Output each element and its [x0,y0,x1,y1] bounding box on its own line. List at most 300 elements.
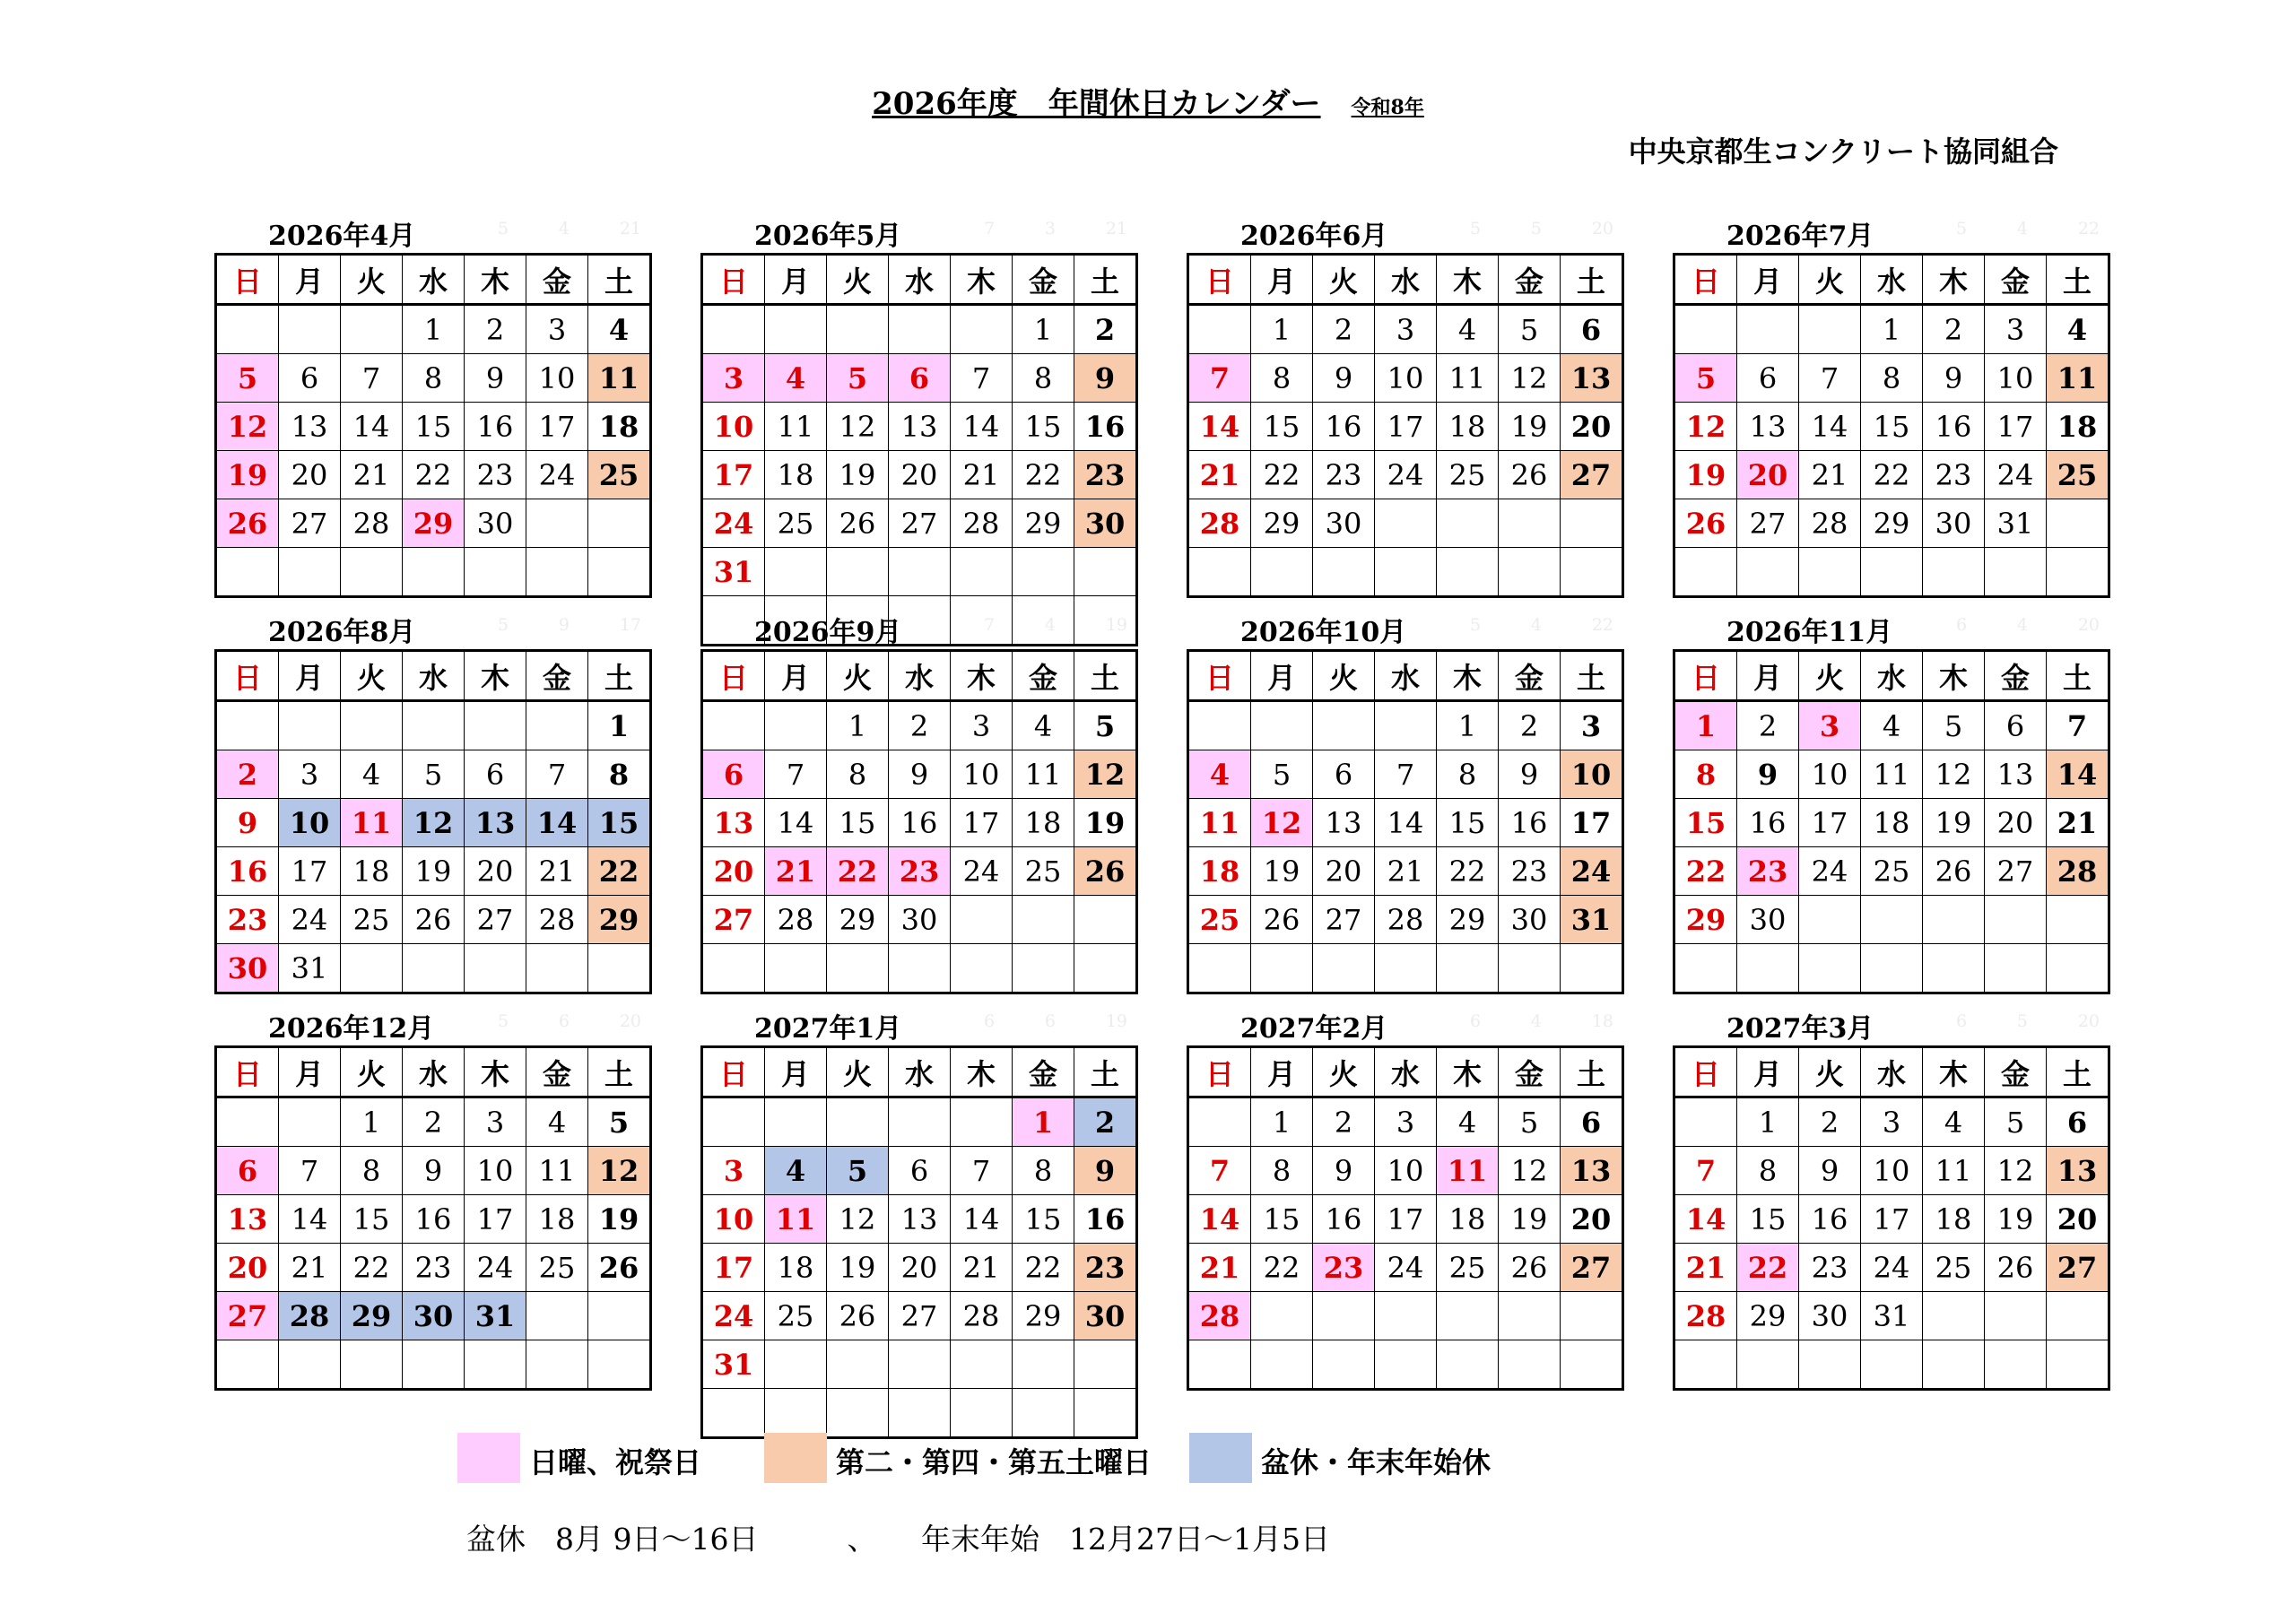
month-stat-value: 6 [1470,1011,1482,1031]
month-title: 2026年4月 [268,221,416,252]
day-cell [279,1340,341,1390]
day-cell [1499,548,1561,597]
legend-swatch-orange [764,1433,827,1483]
day-cell: 24 [526,451,588,499]
day-cell: 22 [1674,847,1737,896]
week-row [216,1147,651,1195]
weekday-cell: 金 [526,651,588,701]
day-cell: 6 [1561,305,1623,354]
week-row [1188,548,1623,597]
day-cell: 17 [1985,403,2047,451]
week-row [1188,403,1623,451]
day-cell: 17 [1375,1195,1437,1244]
day-cell: 17 [526,403,588,451]
weekday-cell: 土 [2047,255,2109,305]
month-stat-value: 4 [1044,615,1056,635]
month-title: 2027年3月 [1726,1013,1874,1045]
day-cell [765,1389,827,1438]
day-cell [1313,1292,1375,1340]
day-cell: 11 [1923,1147,1985,1195]
day-cell: 23 [1313,451,1375,499]
week-row [1674,944,2109,993]
day-cell: 19 [1499,403,1561,451]
week-row [1188,1292,1623,1340]
day-cell: 1 [341,1097,403,1147]
month-stat-value: 9 [558,615,570,635]
day-cell: 25 [1013,847,1074,896]
day-cell [341,944,403,993]
month-stats [498,615,641,635]
weekday-cell: 火 [1313,255,1375,305]
day-cell: 16 [1313,403,1375,451]
day-cell: 20 [1561,1195,1623,1244]
day-cell [1074,896,1137,944]
day-cell [1561,944,1623,993]
weekday-cell: 木 [465,1047,526,1097]
week-row [1188,1147,1623,1195]
legend [0,1433,2296,1487]
day-cell: 9 [1074,1147,1137,1195]
day-cell: 5 [1074,701,1137,750]
day-cell: 3 [702,354,765,403]
day-cell: 2 [889,701,951,750]
weekday-cell: 土 [2047,1047,2109,1097]
day-cell: 14 [526,799,588,847]
weekday-cell: 木 [1923,651,1985,701]
day-cell: 21 [1188,451,1251,499]
day-cell: 11 [765,1195,827,1244]
day-cell: 19 [216,451,279,499]
day-cell: 27 [279,499,341,548]
day-cell [465,548,526,597]
day-cell [1799,1340,1861,1390]
week-row [702,1389,1137,1438]
month-stat-value: 20 [2077,615,2100,635]
day-cell [1437,499,1499,548]
day-cell [1674,944,1737,993]
day-cell: 29 [1737,1292,1799,1340]
day-cell: 10 [1375,1147,1437,1195]
day-cell: 23 [216,896,279,944]
day-cell [341,548,403,597]
month-stat-value: 20 [619,1011,641,1031]
day-cell: 15 [1437,799,1499,847]
day-cell [827,548,889,596]
day-cell [1074,548,1137,596]
day-cell: 18 [1923,1195,1985,1244]
weekday-cell: 月 [765,651,827,701]
day-cell: 21 [526,847,588,896]
month-stat-value: 19 [1105,615,1127,635]
day-cell [588,1340,651,1390]
day-cell [1861,896,1923,944]
day-cell: 20 [1561,403,1623,451]
day-cell: 27 [2047,1244,2109,1292]
weekday-cell: 火 [341,255,403,305]
day-cell [1923,896,1985,944]
weekday-cell: 木 [951,651,1013,701]
day-cell: 13 [216,1195,279,1244]
day-cell [765,305,827,354]
day-cell: 12 [1499,354,1561,403]
day-cell: 28 [1188,1292,1251,1340]
day-cell [1923,1292,1985,1340]
month-title: 2026年11月 [1726,617,1893,648]
day-cell [341,701,403,750]
day-cell [827,1389,889,1438]
weekday-cell: 金 [1499,1047,1561,1097]
day-cell: 1 [1251,1097,1313,1147]
weekday-cell: 水 [403,1047,465,1097]
day-cell [2047,548,2109,597]
day-cell: 8 [1251,1147,1313,1195]
day-cell: 18 [765,1244,827,1292]
day-cell [1674,305,1737,354]
day-cell [1074,1340,1137,1389]
day-cell: 8 [1674,750,1737,799]
day-cell: 5 [1923,701,1985,750]
day-cell: 9 [889,750,951,799]
day-cell: 23 [1074,1244,1137,1292]
day-cell: 22 [1251,1244,1313,1292]
month-header [1673,608,2100,648]
day-cell: 9 [1313,1147,1375,1195]
day-cell [1499,499,1561,548]
week-row [1674,354,2109,403]
month-stat-value: 4 [558,219,570,239]
day-cell [1499,1292,1561,1340]
day-cell: 15 [827,799,889,847]
day-cell: 7 [951,1147,1013,1195]
day-cell: 28 [1375,896,1437,944]
day-cell [526,1340,588,1390]
day-cell: 20 [1985,799,2047,847]
day-cell: 29 [1674,896,1737,944]
day-cell [1251,701,1313,750]
month-stats [1956,615,2100,635]
day-cell: 29 [341,1292,403,1340]
month-header [214,1004,641,1045]
day-cell: 14 [2047,750,2109,799]
month-table [214,253,652,598]
day-cell: 8 [827,750,889,799]
month-stat-value: 3 [1044,219,1056,239]
week-row [702,944,1137,993]
month-stat-value: 5 [498,219,509,239]
day-cell: 7 [279,1147,341,1195]
weekday-cell: 火 [1799,651,1861,701]
day-cell: 3 [1375,305,1437,354]
day-cell [279,305,341,354]
day-cell: 6 [1561,1097,1623,1147]
day-cell: 28 [279,1292,341,1340]
day-cell: 28 [1799,499,1861,548]
day-cell [951,305,1013,354]
month-stat-value: 6 [1044,1011,1056,1031]
day-cell: 27 [702,896,765,944]
day-cell: 4 [765,354,827,403]
day-cell: 26 [827,1292,889,1340]
day-cell: 22 [588,847,651,896]
day-cell: 16 [1499,799,1561,847]
day-cell: 23 [1799,1244,1861,1292]
weekday-cell: 水 [403,651,465,701]
day-cell: 4 [526,1097,588,1147]
weekday-cell: 火 [1313,1047,1375,1097]
month-title: 2026年12月 [268,1013,435,1045]
day-cell: 22 [341,1244,403,1292]
day-cell [216,701,279,750]
day-cell [403,944,465,993]
week-row [216,451,651,499]
week-row [1674,701,2109,750]
weekday-header-row [702,255,1137,305]
day-cell [889,944,951,993]
day-cell [1375,944,1437,993]
weekday-cell: 火 [341,651,403,701]
day-cell: 2 [1499,701,1561,750]
weekday-cell: 水 [889,1047,951,1097]
day-cell: 16 [1737,799,1799,847]
day-cell [1188,1097,1251,1147]
weekday-cell: 水 [403,255,465,305]
weekday-header-row [216,255,651,305]
day-cell: 18 [588,403,651,451]
day-cell: 29 [1861,499,1923,548]
day-cell [1737,944,1799,993]
day-cell [889,1340,951,1389]
day-cell [1923,944,1985,993]
day-cell: 7 [1799,354,1861,403]
day-cell [1313,1340,1375,1390]
week-row [702,1292,1137,1340]
week-row [702,701,1137,750]
week-row [1674,1195,2109,1244]
weekday-cell: 水 [1375,1047,1437,1097]
day-cell: 24 [951,847,1013,896]
weekday-header-row [1188,255,1623,305]
day-cell: 11 [1861,750,1923,799]
day-cell: 8 [1861,354,1923,403]
weekday-cell: 木 [1437,1047,1499,1097]
weekday-header-row [216,651,651,701]
day-cell [1188,944,1251,993]
day-cell: 25 [1437,1244,1499,1292]
day-cell: 30 [889,896,951,944]
day-cell: 8 [1437,750,1499,799]
month-header [700,608,1127,648]
day-cell: 26 [1074,847,1137,896]
weekday-header-row [216,1047,651,1097]
day-cell: 30 [1313,499,1375,548]
day-cell: 6 [216,1147,279,1195]
day-cell: 28 [1188,499,1251,548]
day-cell: 15 [1251,1195,1313,1244]
day-cell [526,944,588,993]
day-cell: 12 [827,1195,889,1244]
day-cell: 24 [702,499,765,548]
day-cell: 5 [827,354,889,403]
weekday-cell: 月 [765,255,827,305]
day-cell: 29 [1013,499,1074,548]
weekday-cell: 土 [588,1047,651,1097]
day-cell: 8 [341,1147,403,1195]
day-cell: 1 [588,701,651,750]
month-stat-value: 22 [1591,615,1613,635]
weekday-cell: 日 [216,1047,279,1097]
day-cell [1923,548,1985,597]
day-cell: 1 [1013,1097,1074,1147]
month-stats [1470,219,1613,239]
weekday-cell: 月 [1737,255,1799,305]
day-cell: 10 [279,799,341,847]
weekday-cell: 日 [1674,651,1737,701]
month-table [1673,649,2110,994]
day-cell [702,1097,765,1147]
day-cell [1251,548,1313,597]
day-cell: 4 [1013,701,1074,750]
month-header [1187,1004,1613,1045]
day-cell: 19 [1923,799,1985,847]
day-cell: 16 [1923,403,1985,451]
week-row [702,847,1137,896]
day-cell: 26 [1674,499,1737,548]
day-cell: 27 [1313,896,1375,944]
day-cell: 22 [1737,1244,1799,1292]
day-cell: 29 [1251,499,1313,548]
weekday-cell: 月 [1737,651,1799,701]
day-cell [702,1389,765,1438]
day-cell: 2 [1923,305,1985,354]
day-cell: 20 [216,1244,279,1292]
month-table [214,649,652,994]
month-header [1673,1004,2100,1045]
month-stat-value: 5 [498,1011,509,1031]
day-cell: 14 [1674,1195,1737,1244]
day-cell: 18 [1437,403,1499,451]
day-cell: 29 [588,896,651,944]
weekday-cell: 日 [1188,651,1251,701]
weekday-cell: 金 [1013,651,1074,701]
weekday-cell: 金 [1985,255,2047,305]
day-cell: 8 [1013,354,1074,403]
day-cell: 19 [1074,799,1137,847]
day-cell: 14 [1188,403,1251,451]
day-cell: 13 [1737,403,1799,451]
day-cell: 9 [1499,750,1561,799]
day-cell [1013,896,1074,944]
weekday-cell: 火 [1313,651,1375,701]
week-row [1674,403,2109,451]
week-row [702,1097,1137,1147]
week-row [216,1292,651,1340]
week-row [1188,1244,1623,1292]
day-cell: 30 [1799,1292,1861,1340]
day-cell: 28 [765,896,827,944]
day-cell: 9 [1799,1147,1861,1195]
day-cell: 3 [279,750,341,799]
day-cell: 9 [216,799,279,847]
day-cell [588,944,651,993]
day-cell: 11 [1437,1147,1499,1195]
day-cell: 11 [526,1147,588,1195]
day-cell [1437,944,1499,993]
day-cell [526,1292,588,1340]
day-cell: 14 [1188,1195,1251,1244]
week-row [1674,1244,2109,1292]
day-cell: 14 [1799,403,1861,451]
day-cell [1251,1292,1313,1340]
day-cell: 3 [465,1097,526,1147]
day-cell [403,701,465,750]
weekday-cell: 月 [765,1047,827,1097]
day-cell: 13 [465,799,526,847]
month-title: 2027年2月 [1240,1013,1388,1045]
weekday-cell: 水 [1375,651,1437,701]
day-cell [1437,1292,1499,1340]
month-table [1187,253,1624,598]
week-row [1674,451,2109,499]
day-cell [1985,944,2047,993]
weekday-cell: 水 [889,255,951,305]
weekday-cell: 土 [1074,651,1137,701]
day-cell: 11 [1188,799,1251,847]
day-cell: 29 [1437,896,1499,944]
month-header [1187,608,1613,648]
day-cell: 20 [1737,451,1799,499]
week-row [702,548,1137,596]
day-cell: 14 [951,1195,1013,1244]
week-row [216,944,651,993]
month-stat-value: 5 [1470,615,1482,635]
day-cell [279,701,341,750]
day-cell: 25 [765,1292,827,1340]
month-stat-value: 4 [1530,615,1542,635]
week-row [1188,896,1623,944]
day-cell: 26 [827,499,889,548]
day-cell [588,1292,651,1340]
day-cell: 2 [1799,1097,1861,1147]
day-cell: 17 [1861,1195,1923,1244]
week-row [1188,499,1623,548]
day-cell: 12 [1923,750,1985,799]
day-cell: 21 [279,1244,341,1292]
day-cell: 13 [1561,354,1623,403]
day-cell: 10 [1375,354,1437,403]
day-cell: 1 [1737,1097,1799,1147]
week-row [1674,1292,2109,1340]
weekday-cell: 月 [1251,1047,1313,1097]
day-cell: 27 [1985,847,2047,896]
day-cell: 15 [341,1195,403,1244]
day-cell: 16 [465,403,526,451]
week-row [216,499,651,548]
weekday-cell: 金 [1013,1047,1074,1097]
month-stat-value: 6 [1956,1011,1968,1031]
day-cell: 23 [465,451,526,499]
day-cell: 17 [1375,403,1437,451]
day-cell: 1 [1013,305,1074,354]
weekday-header-row [1674,255,2109,305]
day-cell: 16 [216,847,279,896]
month-table [1673,1045,2110,1391]
weekday-cell: 月 [1251,255,1313,305]
day-cell: 3 [526,305,588,354]
day-cell: 21 [1674,1244,1737,1292]
day-cell: 24 [465,1244,526,1292]
day-cell: 18 [1437,1195,1499,1244]
day-cell: 8 [588,750,651,799]
